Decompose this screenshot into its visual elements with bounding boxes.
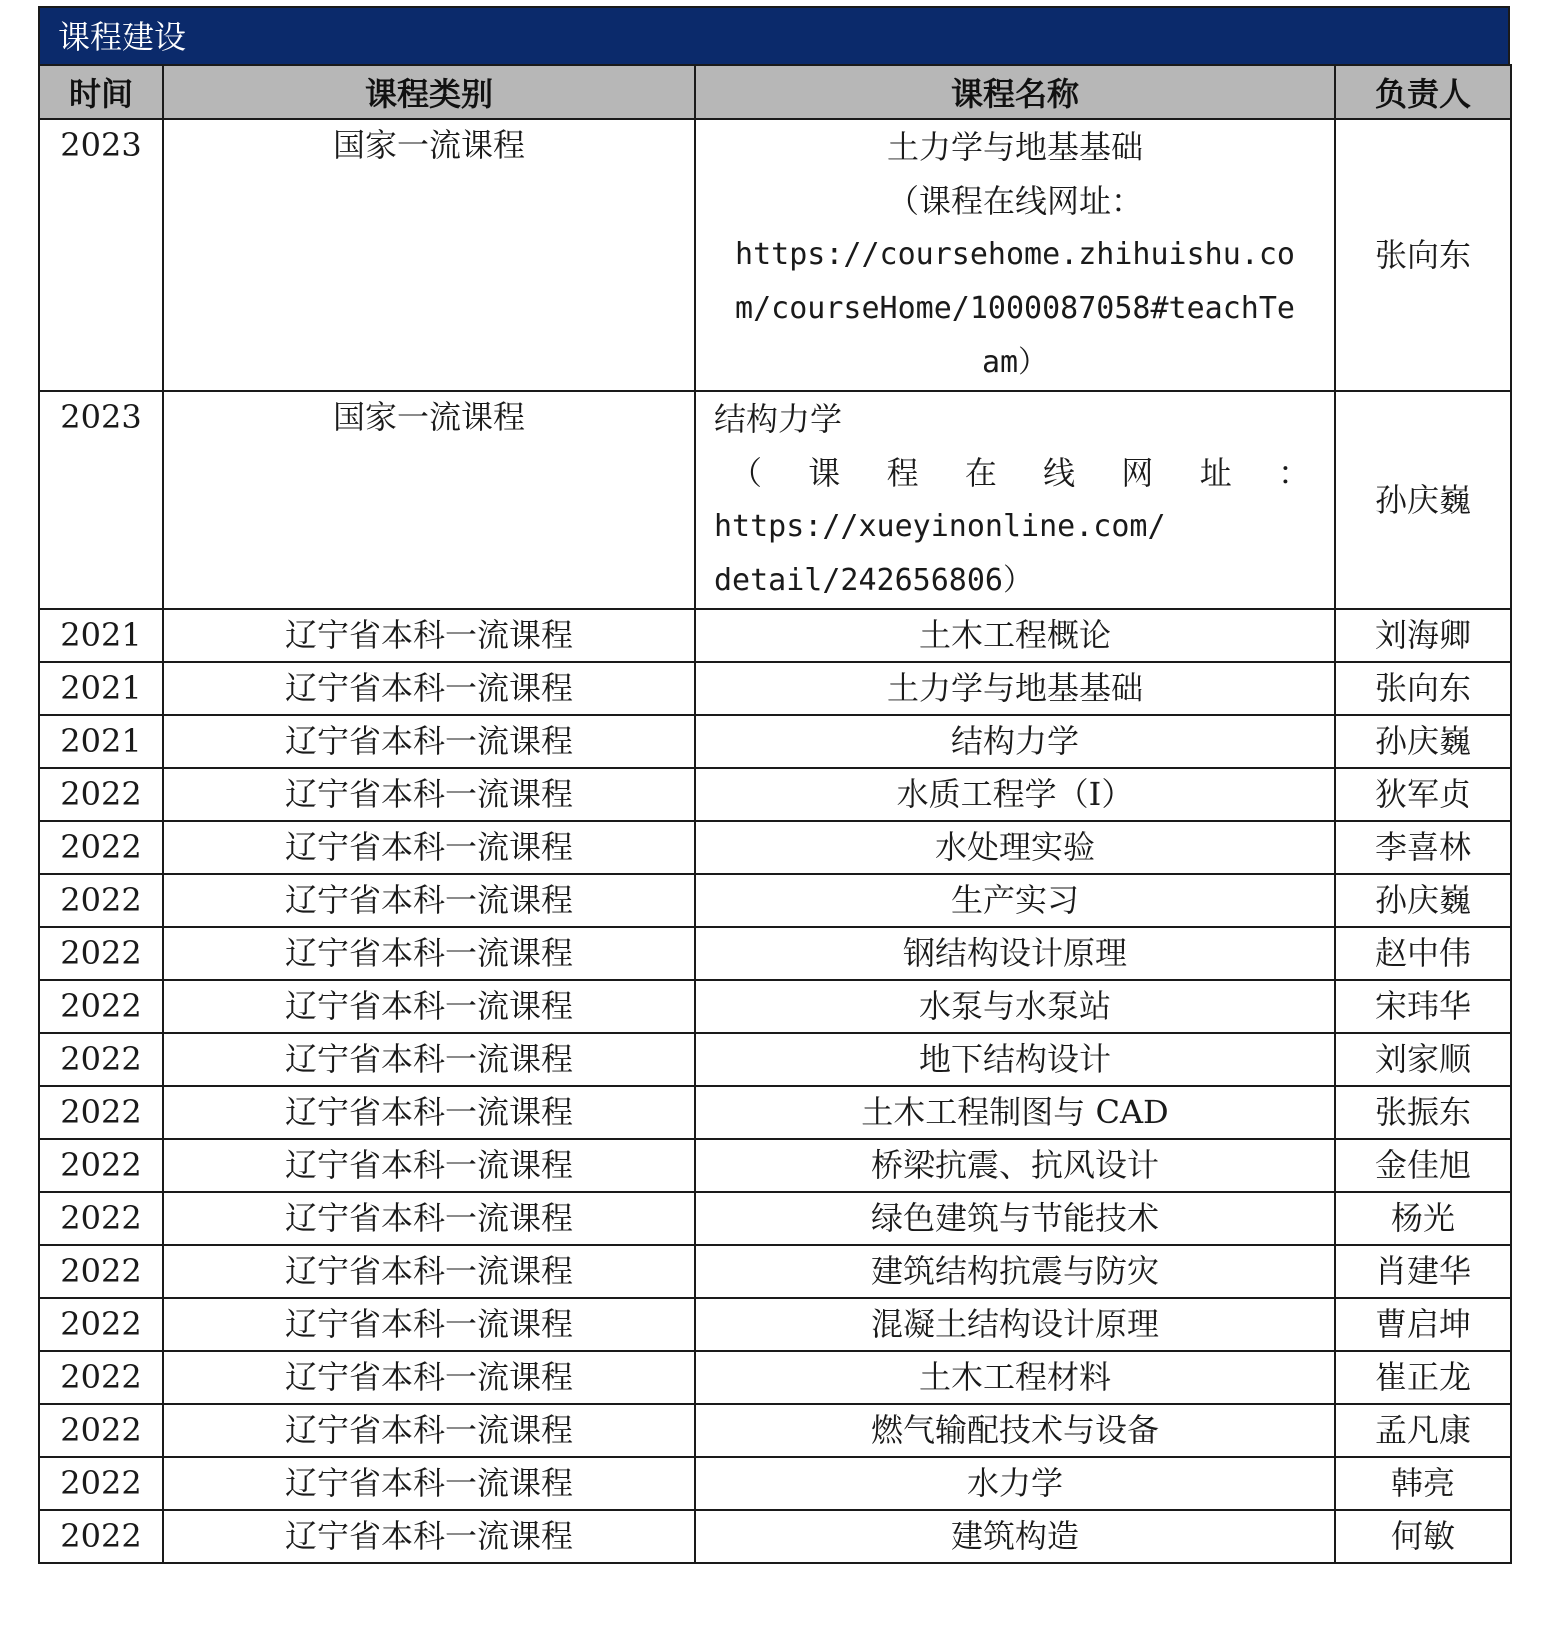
cell-name: 地下结构设计: [695, 1033, 1335, 1086]
header-lead: 负责人: [1335, 65, 1511, 119]
cell-lead: 张振东: [1335, 1086, 1511, 1139]
cell-category: 辽宁省本科一流课程: [163, 1033, 695, 1086]
table-row: [39, 874, 1511, 927]
note-char: 网: [1121, 454, 1154, 492]
cell-lead: 崔正龙: [1335, 1351, 1511, 1404]
cell-name: 建筑结构抗震与防灾: [695, 1245, 1335, 1298]
cell-category: 辽宁省本科一流课程: [163, 1351, 695, 1404]
header-name: 课程名称: [695, 65, 1335, 119]
course-url-note: （课程在线网址：: [886, 182, 1143, 220]
cell-year: 2021: [39, 662, 163, 715]
table-row: [39, 1510, 1511, 1563]
cell-lead: 刘海卿: [1335, 609, 1511, 662]
table-row: [39, 821, 1511, 874]
note-char: 线: [1043, 454, 1076, 492]
table-row: [39, 980, 1511, 1033]
cell-year: 2022: [39, 1086, 163, 1139]
cell-lead: 杨光: [1335, 1192, 1511, 1245]
cell-year: 2022: [39, 768, 163, 821]
table-row: [39, 1457, 1511, 1510]
cell-year: 2022: [39, 1457, 163, 1510]
cell-category: 辽宁省本科一流课程: [163, 715, 695, 768]
cell-year: 2022: [39, 1298, 163, 1351]
course-url-line: https://xueyinonline.com/: [714, 509, 1166, 544]
cell-year: 2021: [39, 715, 163, 768]
cell-name: 水处理实验: [695, 821, 1335, 874]
cell-category: 国家一流课程: [163, 391, 695, 609]
cell-lead: 孙庆巍: [1335, 874, 1511, 927]
cell-category: 辽宁省本科一流课程: [163, 821, 695, 874]
cell-category: 国家一流课程: [163, 119, 695, 391]
cell-category: 辽宁省本科一流课程: [163, 1086, 695, 1139]
cell-lead: 金佳旭: [1335, 1139, 1511, 1192]
cell-name: 建筑构造: [695, 1510, 1335, 1563]
cell-name: 水泵与水泵站: [695, 980, 1335, 1033]
cell-name: 混凝土结构设计原理: [695, 1298, 1335, 1351]
cell-name: 结构力学: [695, 715, 1335, 768]
cell-lead: 孟凡康: [1335, 1404, 1511, 1457]
cell-name: 燃气输配技术与设备: [695, 1404, 1335, 1457]
note-char: 址: [1199, 454, 1232, 492]
course-title: 土力学与地基基础: [886, 128, 1143, 166]
header-year: 时间: [39, 65, 163, 119]
cell-lead: 孙庆巍: [1335, 715, 1511, 768]
cell-name: 水质工程学（Ⅰ）: [695, 768, 1335, 821]
cell-name: 生产实习: [695, 874, 1335, 927]
cell-year: 2021: [39, 609, 163, 662]
cell-name: 钢结构设计原理: [695, 927, 1335, 980]
course-url-line: detail/242656806）: [714, 563, 1033, 598]
table-row: [39, 1245, 1511, 1298]
table-row: [39, 119, 1511, 391]
cell-year: 2022: [39, 1192, 163, 1245]
cell-year: 2022: [39, 980, 163, 1033]
cell-year: 2022: [39, 1245, 163, 1298]
cell-lead: 狄军贞: [1335, 768, 1511, 821]
cell-year: 2022: [39, 1033, 163, 1086]
cell-category: 辽宁省本科一流课程: [163, 1192, 695, 1245]
cell-name: 土木工程材料: [695, 1351, 1335, 1404]
cell-year: 2022: [39, 927, 163, 980]
table-row: [39, 1404, 1511, 1457]
cell-lead: 刘家顺: [1335, 1033, 1511, 1086]
cell-lead: 何敏: [1335, 1510, 1511, 1563]
table-row: [39, 1086, 1511, 1139]
cell-name: 土木工程制图与 CAD: [695, 1086, 1335, 1139]
note-char: （: [730, 454, 763, 492]
table-row: [39, 609, 1511, 662]
cell-year: 2023: [39, 391, 163, 609]
cell-year: 2022: [39, 821, 163, 874]
course-url-line: m/courseHome/1000087058#teachTe: [735, 291, 1295, 326]
cell-category: 辽宁省本科一流课程: [163, 662, 695, 715]
cell-lead: 宋玮华: [1335, 980, 1511, 1033]
table-row: [39, 662, 1511, 715]
course-url-line: am）: [981, 345, 1049, 380]
cell-category: 辽宁省本科一流课程: [163, 1457, 695, 1510]
course-table: [38, 64, 1512, 1564]
course-url-note: [714, 446, 1330, 500]
cell-category: 辽宁省本科一流课程: [163, 1139, 695, 1192]
note-char: 在: [964, 454, 997, 492]
course-url-line: https://coursehome.zhihuishu.co: [735, 237, 1295, 272]
table-row: [39, 715, 1511, 768]
table-row: [39, 1351, 1511, 1404]
cell-category: 辽宁省本科一流课程: [163, 768, 695, 821]
table-row: [39, 1139, 1511, 1192]
section-title: 课程建设: [38, 6, 1510, 64]
cell-lead: 张向东: [1335, 662, 1511, 715]
cell-lead: 张向东: [1335, 119, 1511, 391]
cell-name: 绿色建筑与节能技术: [695, 1192, 1335, 1245]
note-char: 程: [886, 454, 919, 492]
cell-category: 辽宁省本科一流课程: [163, 1298, 695, 1351]
note-char: ：: [1277, 454, 1310, 492]
course-title: 结构力学: [714, 400, 843, 438]
cell-year: 2022: [39, 1510, 163, 1563]
table-row: [39, 927, 1511, 980]
cell-lead: 曹启坤: [1335, 1298, 1511, 1351]
cell-year: 2022: [39, 1139, 163, 1192]
cell-name: [695, 391, 1335, 609]
note-char: 课: [808, 454, 841, 492]
header-category: 课程类别: [163, 65, 695, 119]
cell-year: 2022: [39, 874, 163, 927]
cell-name: 桥梁抗震、抗风设计: [695, 1139, 1335, 1192]
table-row: [39, 1192, 1511, 1245]
cell-category: 辽宁省本科一流课程: [163, 874, 695, 927]
cell-category: 辽宁省本科一流课程: [163, 1510, 695, 1563]
cell-category: 辽宁省本科一流课程: [163, 927, 695, 980]
cell-name: 土木工程概论: [695, 609, 1335, 662]
cell-year: 2022: [39, 1351, 163, 1404]
cell-name: [695, 119, 1335, 391]
cell-category: 辽宁省本科一流课程: [163, 609, 695, 662]
table-row: [39, 1298, 1511, 1351]
cell-category: 辽宁省本科一流课程: [163, 980, 695, 1033]
cell-name: 水力学: [695, 1457, 1335, 1510]
table-header-row: [39, 65, 1511, 119]
cell-lead: 韩亮: [1335, 1457, 1511, 1510]
cell-lead: 赵中伟: [1335, 927, 1511, 980]
cell-category: 辽宁省本科一流课程: [163, 1404, 695, 1457]
cell-lead: 孙庆巍: [1335, 391, 1511, 609]
course-construction-section: [38, 6, 1510, 1564]
cell-lead: 肖建华: [1335, 1245, 1511, 1298]
cell-year: 2023: [39, 119, 163, 391]
cell-category: 辽宁省本科一流课程: [163, 1245, 695, 1298]
table-row: [39, 768, 1511, 821]
cell-year: 2022: [39, 1404, 163, 1457]
table-row: [39, 391, 1511, 609]
cell-lead: 李喜林: [1335, 821, 1511, 874]
cell-name: 土力学与地基基础: [695, 662, 1335, 715]
table-row: [39, 1033, 1511, 1086]
